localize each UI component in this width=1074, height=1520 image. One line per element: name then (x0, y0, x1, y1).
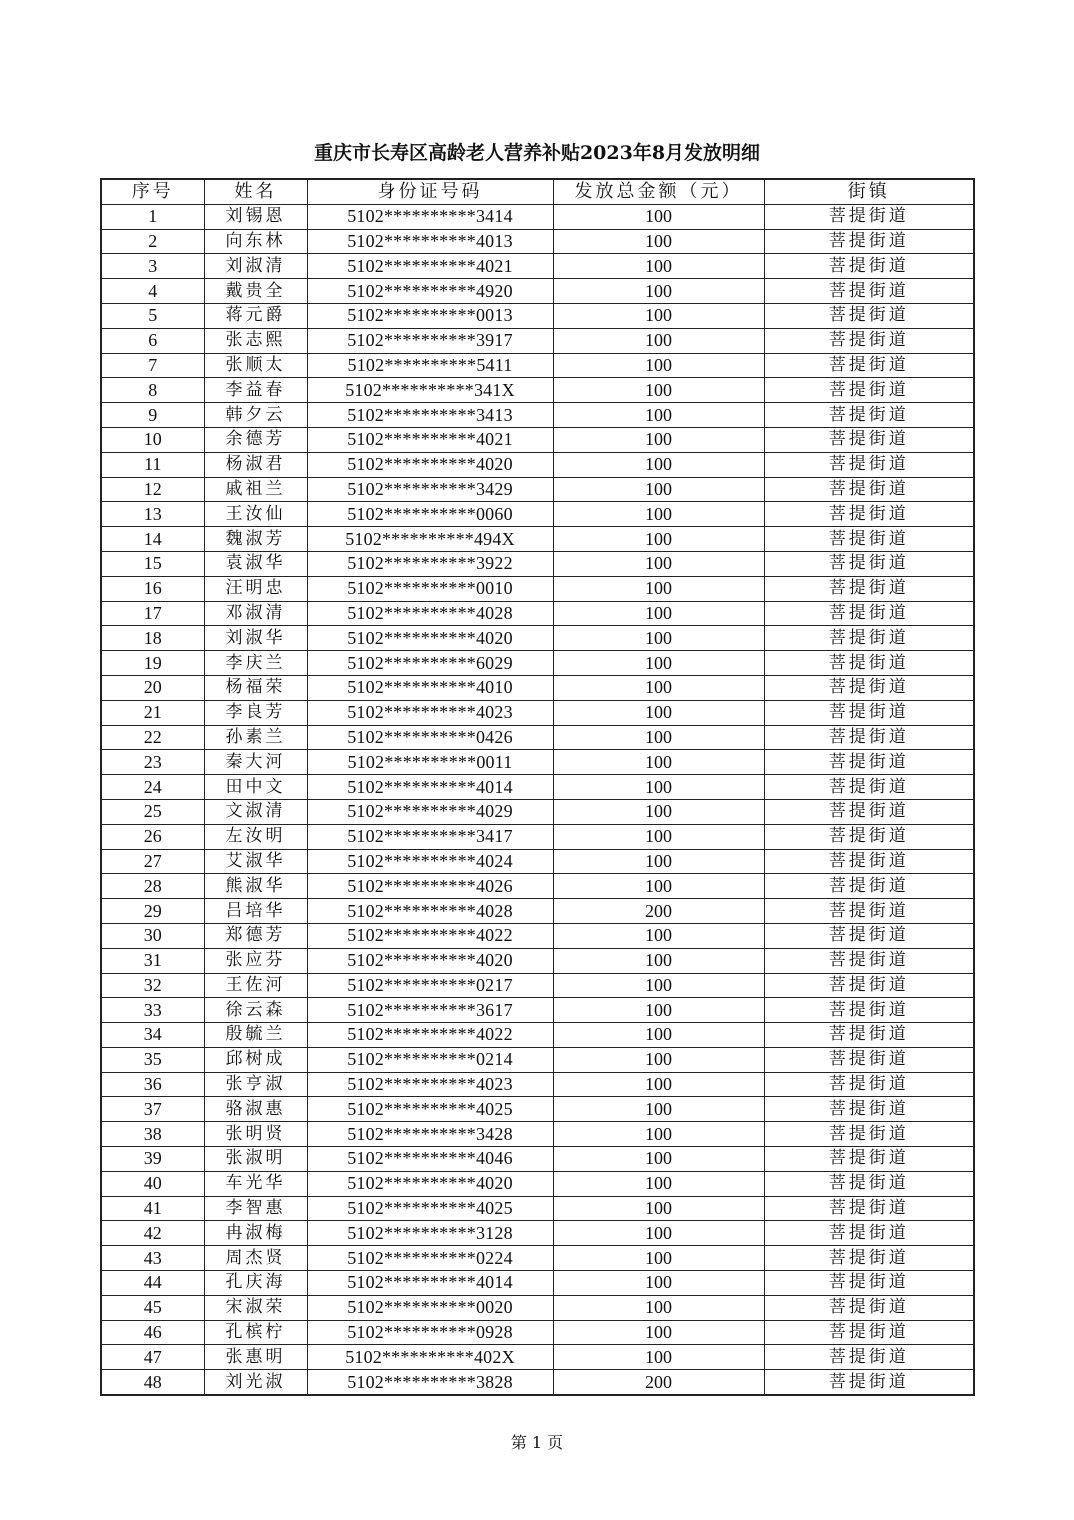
row-id-number-cell: 5102**********3417 (307, 824, 553, 849)
row-index-cell: 40 (101, 1171, 204, 1196)
row-id-number-cell: 5102**********0928 (307, 1320, 553, 1345)
row-id-number-cell: 5102**********0224 (307, 1246, 553, 1271)
table-row (101, 973, 974, 998)
row-name-cell: 殷毓兰 (204, 1023, 307, 1048)
row-index-cell: 34 (101, 1023, 204, 1048)
table-row (101, 626, 974, 651)
row-amount-cell: 100 (553, 1246, 764, 1271)
row-amount-cell: 100 (553, 254, 764, 279)
row-name-cell: 张明贤 (204, 1122, 307, 1147)
row-street-cell: 菩提街道 (764, 1345, 974, 1370)
row-name-cell: 熊淑华 (204, 874, 307, 899)
table-row (101, 477, 974, 502)
row-street-cell: 菩提街道 (764, 1072, 974, 1097)
row-amount-cell: 100 (553, 1122, 764, 1147)
row-street-cell: 菩提街道 (764, 1047, 974, 1072)
row-index-cell: 38 (101, 1122, 204, 1147)
row-id-number-cell: 5102**********494X (307, 527, 553, 552)
table-row (101, 899, 974, 924)
row-index-cell: 13 (101, 502, 204, 527)
row-id-number-cell: 5102**********341X (307, 378, 553, 403)
row-index-cell: 8 (101, 378, 204, 403)
table-row (101, 452, 974, 477)
row-id-number-cell: 5102**********0010 (307, 576, 553, 601)
row-amount-cell: 100 (553, 403, 764, 428)
row-id-number-cell: 5102**********4920 (307, 279, 553, 304)
row-index-cell: 41 (101, 1196, 204, 1221)
row-street-cell: 菩提街道 (764, 204, 974, 229)
table-row (101, 1271, 974, 1296)
row-street-cell: 菩提街道 (764, 601, 974, 626)
row-street-cell: 菩提街道 (764, 279, 974, 304)
row-id-number-cell: 5102**********0060 (307, 502, 553, 527)
row-name-cell: 李智惠 (204, 1196, 307, 1221)
row-name-cell: 汪明忠 (204, 576, 307, 601)
row-amount-cell: 100 (553, 1345, 764, 1370)
row-name-cell: 邓淑清 (204, 601, 307, 626)
table-row (101, 1221, 974, 1246)
row-index-cell: 24 (101, 775, 204, 800)
row-amount-cell: 100 (553, 477, 764, 502)
row-name-cell: 孙素兰 (204, 725, 307, 750)
row-id-number-cell: 5102**********4021 (307, 427, 553, 452)
subsidy-table (100, 178, 975, 1396)
row-amount-cell: 100 (553, 527, 764, 552)
row-amount-cell: 100 (553, 725, 764, 750)
row-amount-cell: 100 (553, 824, 764, 849)
row-id-number-cell: 5102**********4013 (307, 229, 553, 254)
row-amount-cell: 100 (553, 775, 764, 800)
row-index-cell: 21 (101, 700, 204, 725)
column-header-street: 街镇 (764, 179, 974, 204)
row-street-cell: 菩提街道 (764, 626, 974, 651)
row-amount-cell: 100 (553, 1221, 764, 1246)
row-amount-cell: 100 (553, 378, 764, 403)
row-index-cell: 3 (101, 254, 204, 279)
row-street-cell: 菩提街道 (764, 1196, 974, 1221)
row-index-cell: 1 (101, 204, 204, 229)
row-name-cell: 蒋元爵 (204, 303, 307, 328)
table-row (101, 725, 974, 750)
table-row (101, 328, 974, 353)
row-index-cell: 15 (101, 551, 204, 576)
table-row (101, 750, 974, 775)
row-index-cell: 22 (101, 725, 204, 750)
row-street-cell: 菩提街道 (764, 378, 974, 403)
row-street-cell: 菩提街道 (764, 229, 974, 254)
table-row (101, 1122, 974, 1147)
row-amount-cell: 100 (553, 427, 764, 452)
row-name-cell: 骆淑惠 (204, 1097, 307, 1122)
row-index-cell: 43 (101, 1246, 204, 1271)
row-id-number-cell: 5102**********4022 (307, 1023, 553, 1048)
table-row (101, 229, 974, 254)
table-row (101, 1097, 974, 1122)
table-body (101, 204, 974, 1395)
row-street-cell: 菩提街道 (764, 427, 974, 452)
row-index-cell: 44 (101, 1271, 204, 1296)
table-row (101, 1171, 974, 1196)
table-row (101, 700, 974, 725)
row-street-cell: 菩提街道 (764, 899, 974, 924)
row-index-cell: 7 (101, 353, 204, 378)
row-index-cell: 16 (101, 576, 204, 601)
table-header-row (101, 179, 974, 204)
row-amount-cell: 100 (553, 626, 764, 651)
row-index-cell: 46 (101, 1320, 204, 1345)
row-id-number-cell: 5102**********3414 (307, 204, 553, 229)
table-row (101, 1295, 974, 1320)
table-row (101, 675, 974, 700)
row-id-number-cell: 5102**********0013 (307, 303, 553, 328)
row-street-cell: 菩提街道 (764, 1097, 974, 1122)
row-street-cell: 菩提街道 (764, 1122, 974, 1147)
row-index-cell: 36 (101, 1072, 204, 1097)
row-street-cell: 菩提街道 (764, 700, 974, 725)
table-row (101, 254, 974, 279)
table-row (101, 651, 974, 676)
row-amount-cell: 100 (553, 576, 764, 601)
row-index-cell: 32 (101, 973, 204, 998)
row-name-cell: 宋淑荣 (204, 1295, 307, 1320)
row-name-cell: 文淑清 (204, 799, 307, 824)
row-name-cell: 张亨淑 (204, 1072, 307, 1097)
row-amount-cell: 100 (553, 452, 764, 477)
row-index-cell: 19 (101, 651, 204, 676)
row-index-cell: 31 (101, 948, 204, 973)
row-amount-cell: 100 (553, 204, 764, 229)
row-id-number-cell: 5102**********6029 (307, 651, 553, 676)
row-index-cell: 27 (101, 849, 204, 874)
table-row (101, 1246, 974, 1271)
row-amount-cell: 100 (553, 651, 764, 676)
row-id-number-cell: 5102**********4028 (307, 899, 553, 924)
row-name-cell: 田中文 (204, 775, 307, 800)
row-id-number-cell: 5102**********0020 (307, 1295, 553, 1320)
row-amount-cell: 100 (553, 1171, 764, 1196)
row-street-cell: 菩提街道 (764, 1147, 974, 1172)
row-street-cell: 菩提街道 (764, 353, 974, 378)
row-street-cell: 菩提街道 (764, 1171, 974, 1196)
row-index-cell: 26 (101, 824, 204, 849)
row-name-cell: 刘淑华 (204, 626, 307, 651)
row-id-number-cell: 5102**********5411 (307, 353, 553, 378)
row-id-number-cell: 5102**********4020 (307, 452, 553, 477)
table-row (101, 502, 974, 527)
row-id-number-cell: 5102**********4023 (307, 700, 553, 725)
row-street-cell: 菩提街道 (764, 998, 974, 1023)
row-index-cell: 14 (101, 527, 204, 552)
row-street-cell: 菩提街道 (764, 1370, 974, 1395)
table-row (101, 1370, 974, 1395)
row-name-cell: 王佐河 (204, 973, 307, 998)
row-index-cell: 28 (101, 874, 204, 899)
row-id-number-cell: 5102**********3428 (307, 1122, 553, 1147)
document-title: 重庆市长寿区高龄老人营养补贴2023年8月发放明细 (313, 142, 761, 164)
table-row (101, 378, 974, 403)
row-street-cell: 菩提街道 (764, 1221, 974, 1246)
row-street-cell: 菩提街道 (764, 923, 974, 948)
row-street-cell: 菩提街道 (764, 948, 974, 973)
row-street-cell: 菩提街道 (764, 750, 974, 775)
row-name-cell: 徐云森 (204, 998, 307, 1023)
row-street-cell: 菩提街道 (764, 675, 974, 700)
row-name-cell: 魏淑芳 (204, 527, 307, 552)
row-amount-cell: 100 (553, 675, 764, 700)
row-id-number-cell: 5102**********4023 (307, 1072, 553, 1097)
table-row (101, 551, 974, 576)
row-name-cell: 刘锡恩 (204, 204, 307, 229)
table-row (101, 303, 974, 328)
row-index-cell: 4 (101, 279, 204, 304)
row-id-number-cell: 5102**********4020 (307, 948, 553, 973)
row-name-cell: 戴贵全 (204, 279, 307, 304)
row-id-number-cell: 5102**********4046 (307, 1147, 553, 1172)
row-amount-cell: 100 (553, 973, 764, 998)
row-index-cell: 12 (101, 477, 204, 502)
row-index-cell: 11 (101, 452, 204, 477)
row-amount-cell: 100 (553, 1295, 764, 1320)
row-name-cell: 李益春 (204, 378, 307, 403)
table-row (101, 1320, 974, 1345)
row-index-cell: 5 (101, 303, 204, 328)
row-street-cell: 菩提街道 (764, 477, 974, 502)
row-id-number-cell: 5102**********0217 (307, 973, 553, 998)
row-id-number-cell: 5102**********3828 (307, 1370, 553, 1395)
table-row (101, 1023, 974, 1048)
row-street-cell: 菩提街道 (764, 849, 974, 874)
table-row (101, 874, 974, 899)
row-id-number-cell: 5102**********4020 (307, 626, 553, 651)
row-index-cell: 17 (101, 601, 204, 626)
row-id-number-cell: 5102**********4014 (307, 775, 553, 800)
row-index-cell: 23 (101, 750, 204, 775)
row-street-cell: 菩提街道 (764, 527, 974, 552)
row-amount-cell: 100 (553, 998, 764, 1023)
row-index-cell: 30 (101, 923, 204, 948)
row-amount-cell: 100 (553, 1320, 764, 1345)
row-name-cell: 向东林 (204, 229, 307, 254)
row-amount-cell: 100 (553, 849, 764, 874)
row-name-cell: 冉淑梅 (204, 1221, 307, 1246)
row-street-cell: 菩提街道 (764, 576, 974, 601)
row-index-cell: 20 (101, 675, 204, 700)
row-street-cell: 菩提街道 (764, 1023, 974, 1048)
row-name-cell: 邱树成 (204, 1047, 307, 1072)
row-street-cell: 菩提街道 (764, 1246, 974, 1271)
row-index-cell: 9 (101, 403, 204, 428)
row-amount-cell: 100 (553, 303, 764, 328)
column-header-id-number: 身份证号码 (307, 179, 553, 204)
row-id-number-cell: 5102**********4025 (307, 1196, 553, 1221)
row-street-cell: 菩提街道 (764, 1271, 974, 1296)
row-name-cell: 左汝明 (204, 824, 307, 849)
table-row (101, 403, 974, 428)
row-name-cell: 吕培华 (204, 899, 307, 924)
row-index-cell: 39 (101, 1147, 204, 1172)
row-name-cell: 张顺太 (204, 353, 307, 378)
row-amount-cell: 100 (553, 1097, 764, 1122)
row-name-cell: 张志熙 (204, 328, 307, 353)
row-amount-cell: 100 (553, 1147, 764, 1172)
row-index-cell: 18 (101, 626, 204, 651)
row-amount-cell: 100 (553, 923, 764, 948)
row-street-cell: 菩提街道 (764, 452, 974, 477)
table-row (101, 601, 974, 626)
row-amount-cell: 200 (553, 899, 764, 924)
row-id-number-cell: 5102**********4010 (307, 675, 553, 700)
row-amount-cell: 100 (553, 948, 764, 973)
row-name-cell: 孔庆海 (204, 1271, 307, 1296)
table-row (101, 849, 974, 874)
row-index-cell: 2 (101, 229, 204, 254)
table-row (101, 998, 974, 1023)
row-amount-cell: 100 (553, 1047, 764, 1072)
row-index-cell: 42 (101, 1221, 204, 1246)
row-index-cell: 35 (101, 1047, 204, 1072)
row-id-number-cell: 5102**********3922 (307, 551, 553, 576)
row-name-cell: 杨淑君 (204, 452, 307, 477)
row-index-cell: 25 (101, 799, 204, 824)
row-id-number-cell: 5102**********4025 (307, 1097, 553, 1122)
row-id-number-cell: 5102**********4024 (307, 849, 553, 874)
row-id-number-cell: 5102**********4020 (307, 1171, 553, 1196)
row-name-cell: 郑德芳 (204, 923, 307, 948)
row-amount-cell: 100 (553, 1023, 764, 1048)
row-name-cell: 秦大河 (204, 750, 307, 775)
row-amount-cell: 100 (553, 502, 764, 527)
table-row (101, 1345, 974, 1370)
column-header-name: 姓名 (204, 179, 307, 204)
row-street-cell: 菩提街道 (764, 775, 974, 800)
table-row (101, 1072, 974, 1097)
page-number: 第 1 页 (510, 1433, 564, 1452)
row-amount-cell: 100 (553, 229, 764, 254)
row-street-cell: 菩提街道 (764, 799, 974, 824)
row-name-cell: 张应芬 (204, 948, 307, 973)
row-index-cell: 48 (101, 1370, 204, 1395)
row-id-number-cell: 5102**********3429 (307, 477, 553, 502)
row-id-number-cell: 5102**********0214 (307, 1047, 553, 1072)
row-id-number-cell: 5102**********3128 (307, 1221, 553, 1246)
row-name-cell: 张淑明 (204, 1147, 307, 1172)
table-row (101, 799, 974, 824)
row-amount-cell: 100 (553, 1196, 764, 1221)
row-amount-cell: 100 (553, 750, 764, 775)
row-name-cell: 周杰贤 (204, 1246, 307, 1271)
row-amount-cell: 100 (553, 1271, 764, 1296)
row-id-number-cell: 5102**********3413 (307, 403, 553, 428)
row-id-number-cell: 5102**********4026 (307, 874, 553, 899)
row-id-number-cell: 5102**********3917 (307, 328, 553, 353)
row-street-cell: 菩提街道 (764, 502, 974, 527)
row-name-cell: 张惠明 (204, 1345, 307, 1370)
row-index-cell: 6 (101, 328, 204, 353)
row-name-cell: 王汝仙 (204, 502, 307, 527)
row-index-cell: 29 (101, 899, 204, 924)
row-name-cell: 刘淑清 (204, 254, 307, 279)
row-amount-cell: 100 (553, 799, 764, 824)
row-name-cell: 杨福荣 (204, 675, 307, 700)
row-index-cell: 47 (101, 1345, 204, 1370)
row-street-cell: 菩提街道 (764, 725, 974, 750)
row-name-cell: 刘光淑 (204, 1370, 307, 1395)
table-row (101, 923, 974, 948)
row-id-number-cell: 5102**********0426 (307, 725, 553, 750)
row-street-cell: 菩提街道 (764, 1320, 974, 1345)
row-street-cell: 菩提街道 (764, 551, 974, 576)
table-row (101, 775, 974, 800)
row-index-cell: 33 (101, 998, 204, 1023)
row-amount-cell: 100 (553, 700, 764, 725)
row-street-cell: 菩提街道 (764, 328, 974, 353)
row-name-cell: 韩夕云 (204, 403, 307, 428)
row-id-number-cell: 5102**********4028 (307, 601, 553, 626)
row-amount-cell: 100 (553, 601, 764, 626)
row-id-number-cell: 5102**********4021 (307, 254, 553, 279)
table-row (101, 1047, 974, 1072)
row-name-cell: 戚祖兰 (204, 477, 307, 502)
row-street-cell: 菩提街道 (764, 874, 974, 899)
row-id-number-cell: 5102**********402X (307, 1345, 553, 1370)
row-name-cell: 李良芳 (204, 700, 307, 725)
row-id-number-cell: 5102**********0011 (307, 750, 553, 775)
row-index-cell: 45 (101, 1295, 204, 1320)
table-row (101, 948, 974, 973)
row-street-cell: 菩提街道 (764, 1295, 974, 1320)
table-row (101, 1147, 974, 1172)
row-id-number-cell: 5102**********3617 (307, 998, 553, 1023)
row-street-cell: 菩提街道 (764, 403, 974, 428)
row-name-cell: 余德芳 (204, 427, 307, 452)
column-header-amount: 发放总金额（元） (553, 179, 764, 204)
row-street-cell: 菩提街道 (764, 303, 974, 328)
row-amount-cell: 100 (553, 279, 764, 304)
table-row (101, 824, 974, 849)
row-id-number-cell: 5102**********4029 (307, 799, 553, 824)
row-name-cell: 车光华 (204, 1171, 307, 1196)
row-amount-cell: 100 (553, 874, 764, 899)
row-street-cell: 菩提街道 (764, 973, 974, 998)
row-id-number-cell: 5102**********4014 (307, 1271, 553, 1296)
row-street-cell: 菩提街道 (764, 254, 974, 279)
row-amount-cell: 100 (553, 551, 764, 576)
table-row (101, 576, 974, 601)
table-row (101, 279, 974, 304)
column-header-index: 序号 (101, 179, 204, 204)
row-index-cell: 10 (101, 427, 204, 452)
row-street-cell: 菩提街道 (764, 824, 974, 849)
row-street-cell: 菩提街道 (764, 651, 974, 676)
row-amount-cell: 100 (553, 1072, 764, 1097)
table-row (101, 427, 974, 452)
row-name-cell: 孔槟柠 (204, 1320, 307, 1345)
row-id-number-cell: 5102**********4022 (307, 923, 553, 948)
row-amount-cell: 200 (553, 1370, 764, 1395)
table-row (101, 1196, 974, 1221)
table-row (101, 204, 974, 229)
row-name-cell: 李庆兰 (204, 651, 307, 676)
table-row (101, 353, 974, 378)
row-name-cell: 艾淑华 (204, 849, 307, 874)
row-amount-cell: 100 (553, 328, 764, 353)
row-index-cell: 37 (101, 1097, 204, 1122)
row-amount-cell: 100 (553, 353, 764, 378)
row-name-cell: 袁淑华 (204, 551, 307, 576)
table-row (101, 527, 974, 552)
